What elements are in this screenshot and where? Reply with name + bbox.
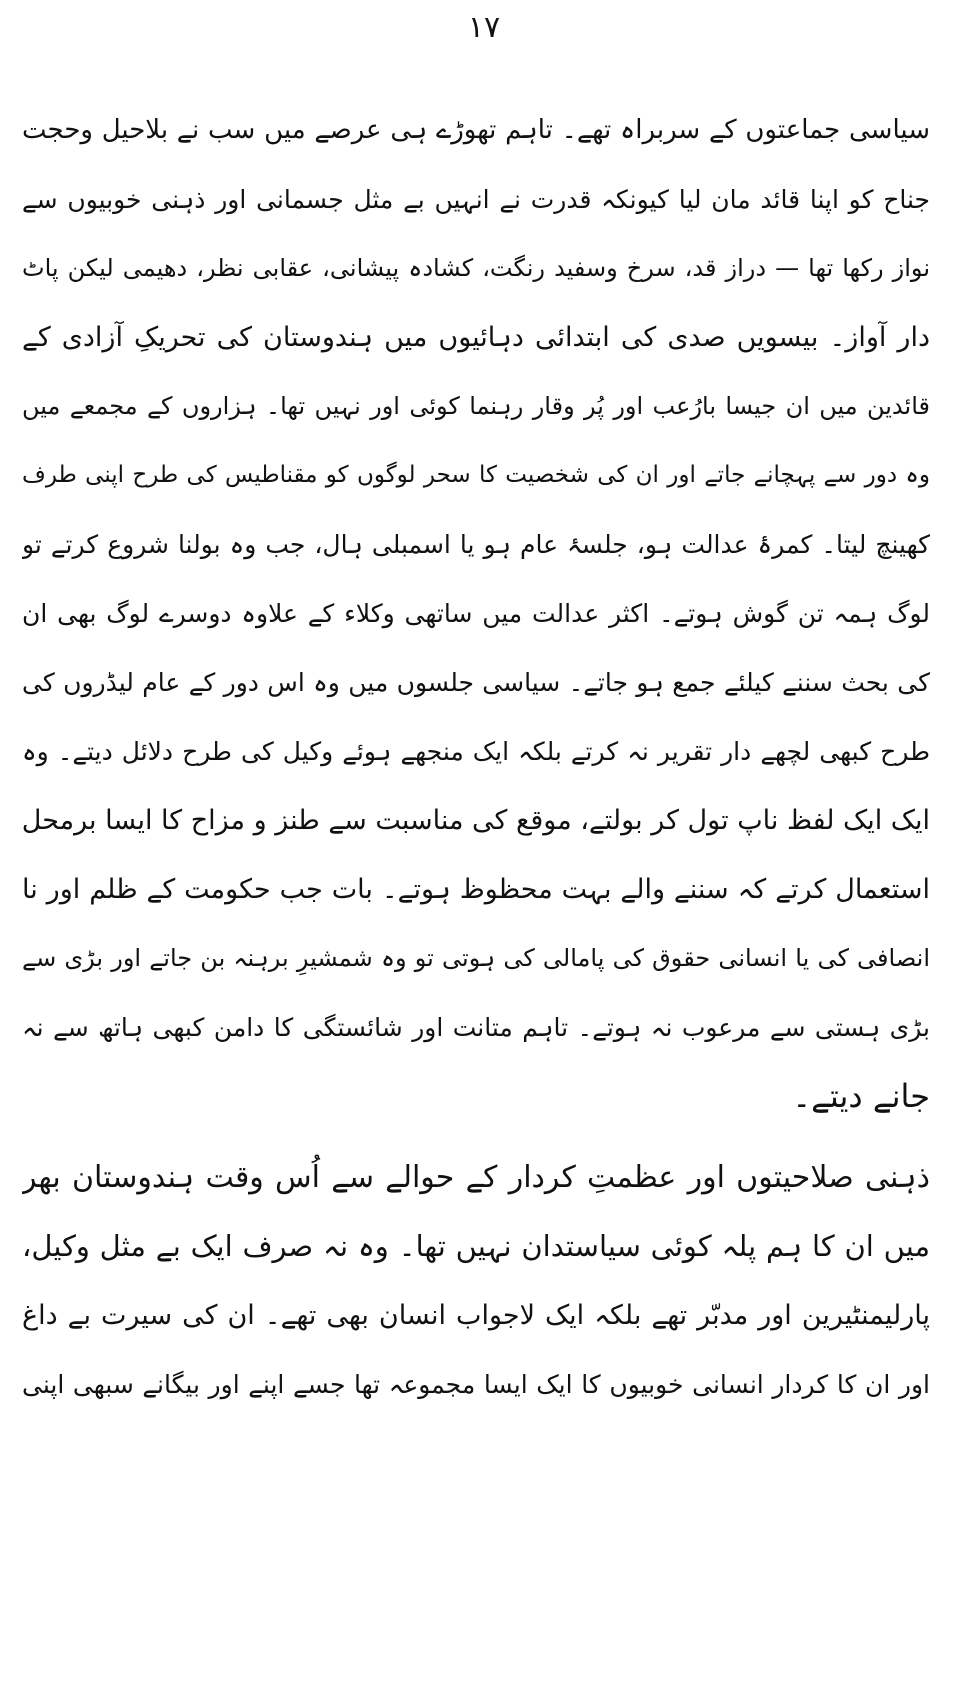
text-line: ذہنی صلاحیتوں اور عظمتِ کردار کے حوالے سے اُس وقت ہندوستان بھر (22, 1160, 930, 1195)
text-line: بڑی ہستی سے مرعوب نہ ہوتے۔ تاہم متانت اور شائستگی کا دامن کبھی ہاتھ سے نہ (22, 1013, 930, 1042)
text-line: کی بحث سننے کیلئے جمع ہو جاتے۔ سیاسی جلسوں میں وہ اس دور کے عام لیڈروں کی (22, 668, 930, 697)
text-line: دار آواز۔ بیسویں صدی کی ابتدائی دہائیوں میں ہندوستان کی تحریکِ آزادی کے (22, 322, 930, 353)
text-line: اور ان کا کردار انسانی خوبیوں کا ایک ایسا مجموعہ تھا جسے اپنے اور بیگانے سبھی اپنی (22, 1370, 930, 1399)
text-line: وہ دور سے پہچانے جاتے اور ان کی شخصیت کا سحر لوگوں کو مقناطیس کی طرح اپنی طرف (22, 462, 930, 488)
paragraph-2 (22, 1143, 930, 1419)
text-line: ایک ایک لفظ ناپ تول کر بولتے، موقع کی مناسبت سے طنز و مزاح کا ایسا برمحل (22, 805, 930, 836)
paragraph-spacer (22, 1131, 930, 1143)
paragraph-1 (22, 96, 930, 1131)
text-line: طرح کبھی لچھے دار تقریر نہ کرتے بلکہ ایک منجھے ہوئے وکیل کی طرح دلائل دیتے۔ وہ (22, 737, 930, 766)
text-line: جانے دیتے۔ (792, 1077, 930, 1115)
page-number: ۱۷ (467, 10, 501, 45)
text-line: پارلیمنٹیرین اور مدبّر تھے بلکہ ایک لاجواب انسان بھی تھے۔ ان کی سیرت بے داغ (22, 1300, 930, 1331)
text-line: لوگ ہمہ تن گوش ہوتے۔ اکثر عدالت میں ساتھی وکلاء کے علاوہ دوسرے لوگ بھی ان (22, 599, 930, 628)
text-line: نواز رکھا تھا — دراز قد، سرخ وسفید رنگت، کشادہ پیشانی، عقابی نظر، دھیمی لیکن پاٹ (22, 254, 930, 282)
text-line: استعمال کرتے کہ سننے والے بہت محظوظ ہوتے۔ بات جب حکومت کے ظلم اور نا (22, 874, 930, 905)
text-line: میں ان کا ہم پلہ کوئی سیاستدان نہیں تھا۔ وہ نہ صرف ایک بے مثل وکیل، (22, 1229, 930, 1263)
body-text (22, 96, 930, 1419)
text-line: انصافی کی یا انسانی حقوق کی پامالی کی ہوتی تو وہ شمشیرِ برہنہ بن جاتے اور بڑی سے (22, 944, 930, 972)
text-line: کھینچ لیتا۔ کمرۂ عدالت ہو، جلسۂ عام ہو یا اسمبلی ہال، جب وہ بولنا شروع کرتے تو (22, 530, 930, 559)
text-line: سیاسی جماعتوں کے سربراہ تھے۔ تاہم تھوڑے ہی عرصے میں سب نے بلاحیل وحجت (22, 115, 930, 145)
text-line: قائدین میں ان جیسا بارُعب اور پُر وقار رہنما کوئی اور نہیں تھا۔ ہزاروں کے مجمعے میں (22, 392, 930, 420)
text-line: جناح کو اپنا قائد مان لیا کیونکہ قدرت نے انہیں بے مثل جسمانی اور ذہنی خوبیوں سے (22, 185, 930, 214)
